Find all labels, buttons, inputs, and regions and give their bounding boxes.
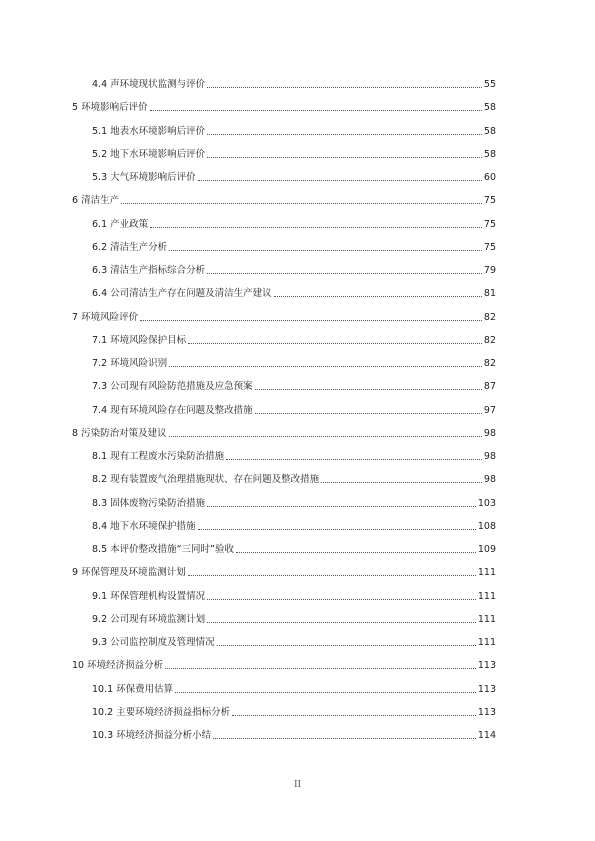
toc-entry-page-number: 87 <box>483 381 496 393</box>
dot-leader <box>169 365 482 367</box>
toc-entry-title: 5.1 地表水环境影响后评价 <box>92 125 206 137</box>
toc-entry-page-number: 58 <box>483 148 496 160</box>
dot-leader <box>140 319 482 321</box>
dot-leader <box>232 714 476 716</box>
toc-entry-title: 7.1 环境风险保护目标 <box>92 334 187 346</box>
toc-entry[interactable] <box>92 449 496 463</box>
toc-entry[interactable] <box>92 217 496 231</box>
toc-entry-title: 8.2 现有装置废气治理措施现状、存在问题及整改措施 <box>92 474 320 486</box>
toc-entry[interactable] <box>72 658 496 672</box>
dot-leader <box>198 528 476 530</box>
toc-entry-title: 7.2 环境风险识别 <box>92 358 168 369</box>
toc-entry[interactable] <box>92 612 496 626</box>
toc-entry-page-number: 111 <box>477 637 496 648</box>
toc-entry[interactable] <box>92 333 496 347</box>
dot-leader <box>255 388 482 390</box>
toc-entry-title: 7.3 公司现有风险防范措施及应急预案 <box>92 381 253 393</box>
dot-leader <box>217 644 476 646</box>
page-number: II <box>293 780 302 790</box>
toc-entry-title: 8.4 地下水环境保护措施 <box>92 520 196 532</box>
toc-entry[interactable] <box>92 147 496 161</box>
toc-entry-title: 7.4 现有环境风险存在问题及整改措施 <box>92 404 253 416</box>
toc-entry[interactable] <box>92 542 496 556</box>
toc-entry-page-number: 98 <box>483 427 496 439</box>
toc-entry-page-number: 103 <box>477 497 496 509</box>
toc-entry-title: 4.4 声环境现状监测与评价 <box>92 79 206 90</box>
toc-entry-page-number: 58 <box>483 125 496 137</box>
toc-entry-title: 6.3 清洁生产指标综合分析 <box>92 265 206 276</box>
toc-entry-title: 8 污染防治对策及建议 <box>72 427 167 439</box>
toc-entry-title: 8.3 固体废物污染防治措施 <box>92 497 206 509</box>
toc-entry-title: 5.2 地下水环境影响后评价 <box>92 148 206 160</box>
toc-entry[interactable] <box>92 705 496 719</box>
dot-leader <box>207 156 482 158</box>
toc-entry[interactable] <box>92 170 496 184</box>
toc-entry-page-number: 114 <box>477 730 496 741</box>
toc-entry-title: 6 清洁生产 <box>72 195 120 207</box>
toc-entry-page-number: 79 <box>483 265 496 276</box>
dot-leader <box>169 249 482 251</box>
toc-entry-page-number: 60 <box>483 172 496 183</box>
toc-entry[interactable] <box>92 379 496 393</box>
toc-entry-page-number: 109 <box>477 544 496 555</box>
dot-leader <box>207 133 482 135</box>
toc-entry-title: 8.1 现有工程废水污染防治措施 <box>92 451 225 462</box>
toc-entry-title: 10.1 环保费用估算 <box>92 683 174 695</box>
toc-entry[interactable] <box>72 100 496 114</box>
dot-leader <box>236 551 476 553</box>
dot-leader <box>207 272 482 274</box>
toc-entry-page-number: 75 <box>483 241 496 253</box>
toc-entry-title: 9 环保管理及环境监测计划 <box>72 567 186 579</box>
dot-leader <box>198 179 482 181</box>
dot-leader <box>207 86 482 88</box>
toc-entry[interactable] <box>92 286 496 300</box>
toc-entry-page-number: 111 <box>477 567 496 579</box>
toc-entry-page-number: 97 <box>483 404 496 416</box>
toc-entry-title: 6.2 清洁生产分析 <box>92 241 168 253</box>
toc-entry-page-number: 98 <box>483 451 496 462</box>
dot-leader <box>150 226 482 228</box>
toc-entry-page-number: 111 <box>477 613 496 625</box>
toc-entry-title: 10.3 环境经济损益分析小结 <box>92 730 212 741</box>
toc-entry-title: 7 环境风险评价 <box>72 311 139 323</box>
toc-entry[interactable] <box>92 728 496 742</box>
toc-entry[interactable] <box>92 519 496 533</box>
toc-entry-title: 9.3 公司监控制度及管理情况 <box>92 637 215 648</box>
toc-entry-title: 10.2 主要环境经济损益指标分析 <box>92 706 231 718</box>
toc-entry[interactable] <box>72 193 496 207</box>
toc-entry-page-number: 82 <box>483 311 496 323</box>
toc-entry-title: 9.1 环保管理机构设置情况 <box>92 590 206 602</box>
toc-entry[interactable] <box>92 472 496 486</box>
toc-entry[interactable] <box>92 589 496 603</box>
dot-leader <box>121 202 482 204</box>
toc-entry[interactable] <box>92 240 496 254</box>
toc-entry-title: 9.2 公司现有环境监测计划 <box>92 613 206 625</box>
dot-leader <box>188 574 476 576</box>
toc-entry-page-number: 75 <box>483 195 496 207</box>
toc-entry[interactable] <box>72 426 496 440</box>
toc-entry-page-number: 98 <box>483 474 496 486</box>
toc-entry-title: 8.5 本评价整改措施“三同时”验收 <box>92 544 234 555</box>
dot-leader <box>274 295 482 297</box>
toc-entry-page-number: 82 <box>483 358 496 369</box>
toc-entry[interactable] <box>72 310 496 324</box>
toc-entry-page-number: 82 <box>483 334 496 346</box>
toc-entry[interactable] <box>92 682 496 696</box>
toc-entry[interactable] <box>92 77 496 91</box>
toc-entry-page-number: 55 <box>483 79 496 90</box>
toc-entry-title: 6.4 公司清洁生产存在问题及清洁生产建议 <box>92 288 272 300</box>
dot-leader <box>207 621 476 623</box>
toc-entry-page-number: 108 <box>477 520 496 532</box>
toc-entry[interactable] <box>92 263 496 277</box>
dot-leader <box>188 342 482 344</box>
toc-entry[interactable] <box>92 403 496 417</box>
dot-leader <box>226 458 482 460</box>
toc-entry[interactable] <box>92 124 496 138</box>
dot-leader <box>150 109 482 111</box>
dot-leader <box>207 598 476 600</box>
dot-leader <box>175 691 476 693</box>
dot-leader <box>207 505 476 507</box>
dot-leader <box>255 412 482 414</box>
toc-entry-page-number: 113 <box>477 706 496 718</box>
toc-entry-page-number: 75 <box>483 218 496 230</box>
toc-entry[interactable] <box>72 565 496 579</box>
toc-entry-title: 10 环境经济损益分析 <box>72 660 164 672</box>
toc-entry[interactable] <box>92 635 496 649</box>
toc-entry-page-number: 113 <box>477 660 496 672</box>
toc-entry-page-number: 111 <box>477 590 496 602</box>
toc-entry-page-number: 58 <box>483 102 496 114</box>
toc-entry-title: 5.3 大气环境影响后评价 <box>92 172 196 183</box>
dot-leader <box>169 435 482 437</box>
toc-entry-page-number: 81 <box>483 288 496 300</box>
toc-entry-page-number: 113 <box>477 683 496 695</box>
toc-entry-title: 6.1 产业政策 <box>92 218 149 230</box>
toc-entry[interactable] <box>92 356 496 370</box>
dot-leader <box>213 737 476 739</box>
dot-leader <box>165 667 476 669</box>
toc-entry[interactable] <box>92 496 496 510</box>
dot-leader <box>321 481 482 483</box>
toc-entry-title: 5 环境影响后评价 <box>72 102 148 114</box>
